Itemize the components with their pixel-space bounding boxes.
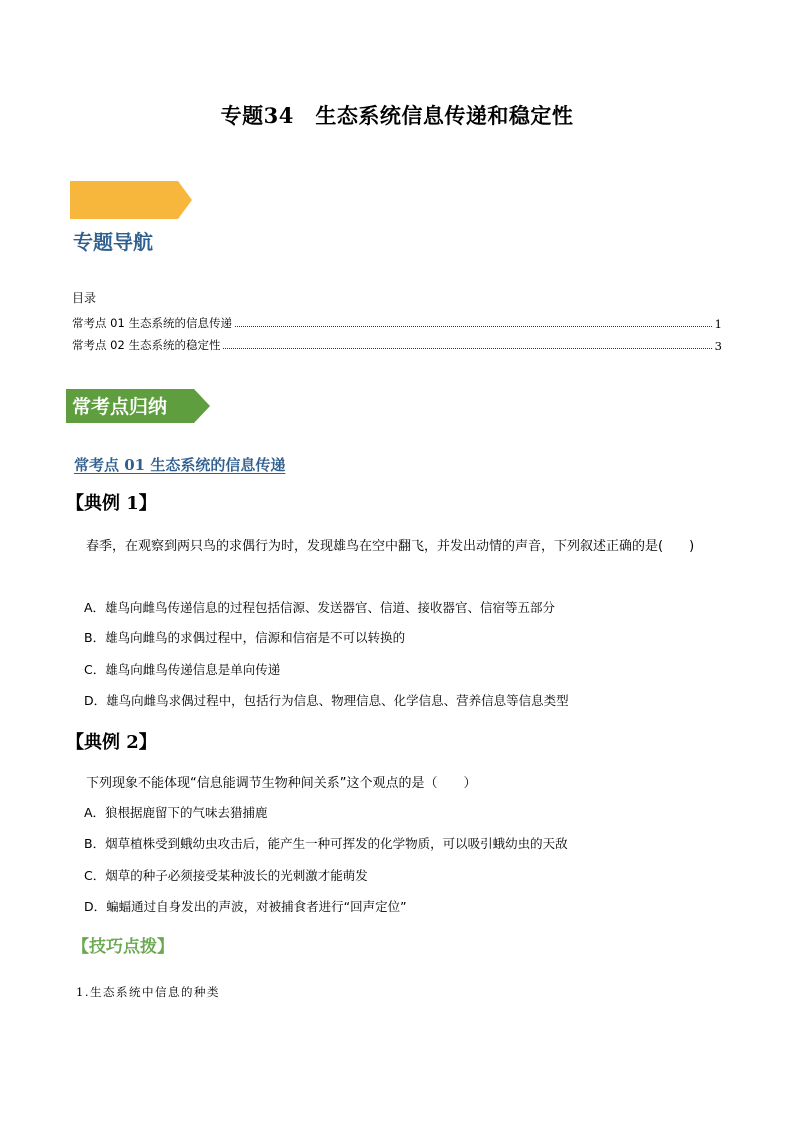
toc-entry[interactable] [72,315,722,331]
example-2-question: 下列现象不能体现“信息能调节生物种间关系”这个观点的是（ ） [86,776,477,791]
example-1-question: 春季，在观察到两只鸟的求偶行为时，发现雄鸟在空中翻飞，并发出动情的声音，下列叙述正确的是( ) [86,539,695,554]
document-title: 专题34 生态系统信息传递和稳定性 [220,103,574,128]
example-2-option-a: A．狼根据鹿留下的气味去猎捕鹿 [84,805,268,820]
section-heading: 常考点 01 生态系统的信息传递 [74,456,286,474]
toc-entry-text: 常考点 02 生态系统的稳定性 [72,338,221,352]
example-2-option-c: C．烟草的种子必须接受某种波长的光刺激才能萌发 [84,868,368,883]
example-2-label: 【典例 2】 [66,732,157,753]
key-points-heading: 常考点归纳 [72,396,168,418]
example-1-label: 【典例 1】 [66,493,157,514]
toc-entry-text: 常考点 01 生态系统的信息传递 [72,316,232,330]
example-1-option-d: D．雄鸟向雌鸟求偶过程中，包括行为信息、物理信息、化学信息、营养信息等信息类型 [84,693,569,708]
nav-heading: 专题导航 [73,230,153,254]
toc-entry[interactable] [72,337,722,353]
nav-banner [66,181,192,219]
toc-entry-page: 3 [714,339,722,353]
example-2-option-d: D．蝙蝠通过自身发出的声波，对被捕食者进行“回声定位” [84,899,407,914]
subheading: 1.生态系统中信息的种类 [76,985,220,999]
nav-banner-shape [70,181,192,219]
example-1-option-b: B．雄鸟向雌鸟的求偶过程中，信源和信宿是不可以转换的 [84,630,406,645]
example-1-option-c: C．雄鸟向雌鸟传递信息是单向传递 [84,662,281,677]
toc-leader-dots [235,326,712,327]
toc-leader-dots [223,348,711,349]
tips-heading: 【技巧点拨】 [72,937,174,957]
example-1-option-a: A．雄鸟向雌鸟传递信息的过程包括信源、发送器官、信道、接收器官、信宿等五部分 [84,600,556,615]
example-2-option-b: B．烟草植株受到蛾幼虫攻击后，能产生一种可挥发的化学物质，可以吸引蛾幼虫的天敌 [84,836,568,851]
toc-label: 目录 [72,291,97,305]
toc-entry-page: 1 [714,317,722,331]
